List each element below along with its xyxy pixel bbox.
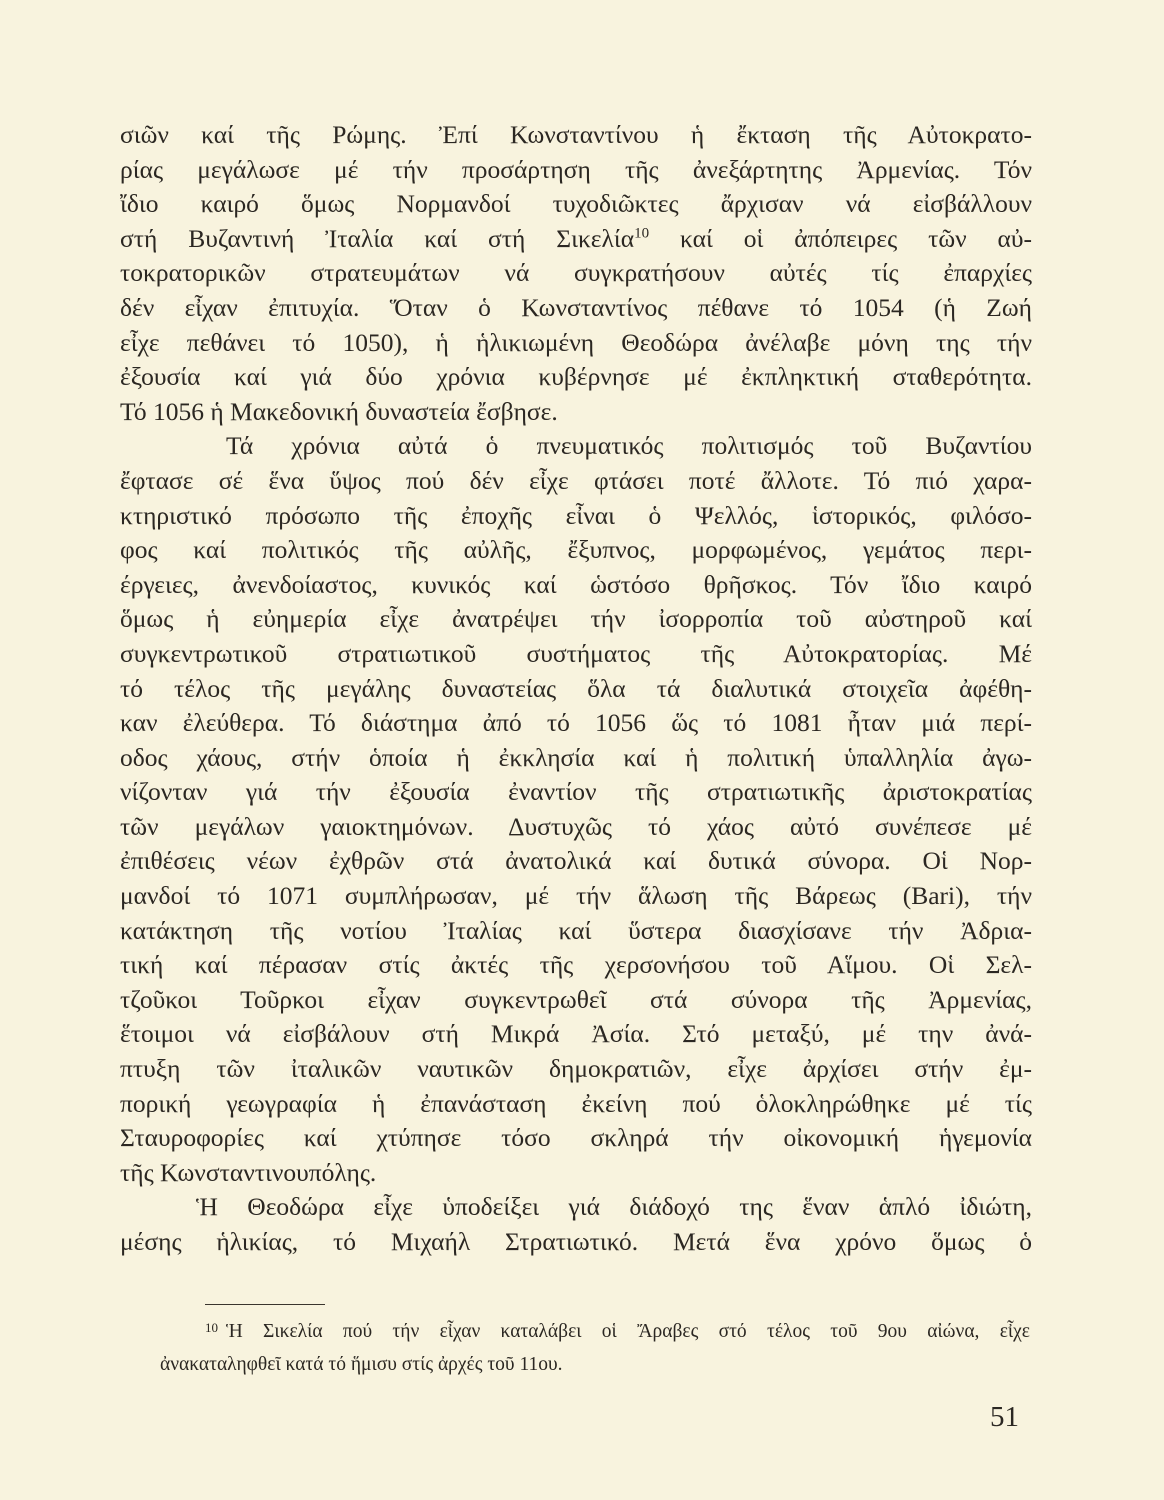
text-line: ἐπιθέσεις νέων ἐχθρῶν στά ἀνατολικά καί δυτικά σύνορα. Οἱ Νορ- xyxy=(120,846,1032,876)
footnote-text: ἀνακαταληφθεῖ κατά τό ἥμισυ στίς ἀρχές τοῦ 11ου. xyxy=(160,1354,563,1375)
text-line: τῆς Κωνσταντινουπόλης. xyxy=(120,1157,377,1187)
text-line: πτυξη τῶν ἰταλικῶν ναυτικῶν δημοκρατιῶν, εἶχε ἀρχίσει στήν ἐμ- xyxy=(120,1054,1032,1084)
text-line: τοκρατορικῶν στρατευμάτων νά συγκρατήσουν αὐτές τίς ἐπαρχίες xyxy=(120,258,1032,288)
page-number: 51 xyxy=(990,1401,1019,1433)
text-line: ἕτοιμοι νά εἰσβάλουν στή Μικρά Ἀσία. Στό μεταξύ, μέ την ἀνά- xyxy=(120,1019,1032,1049)
text-line: νίζονταν γιά τήν ἐξουσία ἐναντίον τῆς στρατιωτικῆς ἀριστοκρατίας xyxy=(120,777,1032,807)
text-line: έργειες, ἀνενδοίαστος, κυνικός καί ὡστόσο θρῆσκος. Τόν ἴδιο καιρό xyxy=(120,569,1032,599)
text-line: τική καί πέρασαν στίς ἀκτές τῆς χερσονήσου τοῦ Αἵμου. Οἱ Σελ- xyxy=(120,950,1032,980)
text-line: σιῶν καί τῆς Ρώμης. Ἐπί Κωνσταντίνου ἡ ἔκταση τῆς Αὐτοκρατο- xyxy=(120,120,1032,149)
text-line: τό τέλος τῆς μεγάλης δυναστείας ὅλα τά διαλυτικά στοιχεῖα ἀφέθη- xyxy=(120,673,1032,703)
text-line: κατάκτηση τῆς νοτίου Ἰταλίας καί ὕστερα διασχίσανε τήν Ἀδρια- xyxy=(120,915,1032,945)
text-line: συγκεντρωτικοῦ στρατιωτικοῦ συστήματος τῆς Αὐτοκρατορίας. Μέ xyxy=(120,638,1032,668)
text-line: Τά χρόνια αὐτά ὁ πνευματικός πολιτισμός τοῦ Βυζαντίου xyxy=(226,431,1032,461)
text-line: μανδοί τό 1071 συμπλήρωσαν, μέ τήν ἅλωση τῆς Βάρεως (Bari), τήν xyxy=(120,881,1032,911)
text-line: πορική γεωγραφία ἡ ἐπανάσταση ἐκείνη πού ὁλοκληρώθηκε μέ τίς xyxy=(120,1088,1032,1118)
text-line: στή Βυζαντινή Ἰταλία καί στή Σικελία$^{10}$ καί οἱ ἀπόπειρες τῶν αὐ- xyxy=(120,223,1032,253)
footnote-text: Ἡ Σικελία πού τήν εἶχαν καταλάβει οἱ Ἄραβες στό τέλος τοῦ 9ου αἰώνα, εἶχε xyxy=(226,1321,1030,1342)
footnote xyxy=(160,1311,1030,1381)
footnote-line xyxy=(160,1348,1030,1381)
text-line: οδος χάους, στήν ὁποία ἡ ἐκκλησία καί ἡ πολιτική ὑπαλληλία ἀγω- xyxy=(120,742,1032,772)
text-line: ρίας μεγάλωσε μέ τήν προσάρτηση τῆς ἀνεξάρτητης Ἀρμενίας. Τόν xyxy=(120,154,1032,184)
text-line: κτηριστικό πρόσωπο τῆς ἐποχῆς εἶναι ὁ Ψελλός, ἱστορικός, φιλόσο- xyxy=(120,500,1032,530)
text-line: τζοῦκοι Τοῦρκοι εἶχαν συγκεντρωθεῖ στά σύνορα τῆς Ἀρμενίας, xyxy=(120,984,1032,1014)
text-line: Τό 1056 ἡ Μακεδονική δυναστεία ἔσβησε. xyxy=(120,396,558,426)
text-line: καν ἐλεύθερα. Τό διάστημα ἀπό τό 1056 ὥς τό 1081 ἦταν μιά περί- xyxy=(120,708,1032,738)
text-line: ἔφτασε σέ ἕνα ὕψος πού δέν εἶχε φτάσει ποτέ ἄλλοτε. Τό πιό χαρα- xyxy=(120,465,1032,495)
text-line: μέσης ἡλικίας, τό Μιχαήλ Στρατιωτικό. Μετά ἕνα χρόνο ὅμως ὁ xyxy=(120,1227,1032,1256)
text-line: φος καί πολιτικός τῆς αὐλῆς, ἔξυπνος, μορφωμένος, γεμάτος περι- xyxy=(120,535,1032,565)
text-line: ὅμως ἡ εὐημερία εἶχε ἀνατρέψει τήν ἰσορροπία τοῦ αὐστηροῦ καί xyxy=(120,604,1032,634)
text-line: εἶχε πεθάνει τό 1050), ἡ ἡλικιωμένη Θεοδώρα ἀνέλαβε μόνη της τήν xyxy=(120,327,1032,357)
text-line: Ἡ Θεοδώρα εἶχε ὑποδείξει γιά διάδοχό της ἕναν ἁπλό ἰδιώτη, xyxy=(196,1192,1032,1222)
text-line: δέν εἶχαν ἐπιτυχία. Ὅταν ὁ Κωνσταντίνος πέθανε τό 1054 (ἡ Ζωή xyxy=(120,292,1032,322)
footnote-marker: 10 xyxy=(205,1320,218,1335)
body-text xyxy=(120,118,1032,1260)
footnote-rule xyxy=(205,1304,325,1305)
text-line: τῶν μεγάλων γαιοκτημόνων. Δυστυχῶς τό χάος αὐτό συνέπεσε μέ xyxy=(120,811,1032,841)
text-line: ἴδιο καιρό ὅμως Νορμανδοί τυχοδιῶκτες ἄρχισαν νά εἰσβάλλουν xyxy=(120,189,1032,219)
text-line: ἐξουσία καί γιά δύο χρόνια κυβέρνησε μέ ἐκπληκτική σταθερότητα. xyxy=(120,362,1032,392)
footnote-line xyxy=(160,1311,1030,1348)
text-line: Σταυροφορίες καί χτύπησε τόσο σκληρά τήν οἰκονομική ἡγεμονία xyxy=(120,1123,1032,1153)
